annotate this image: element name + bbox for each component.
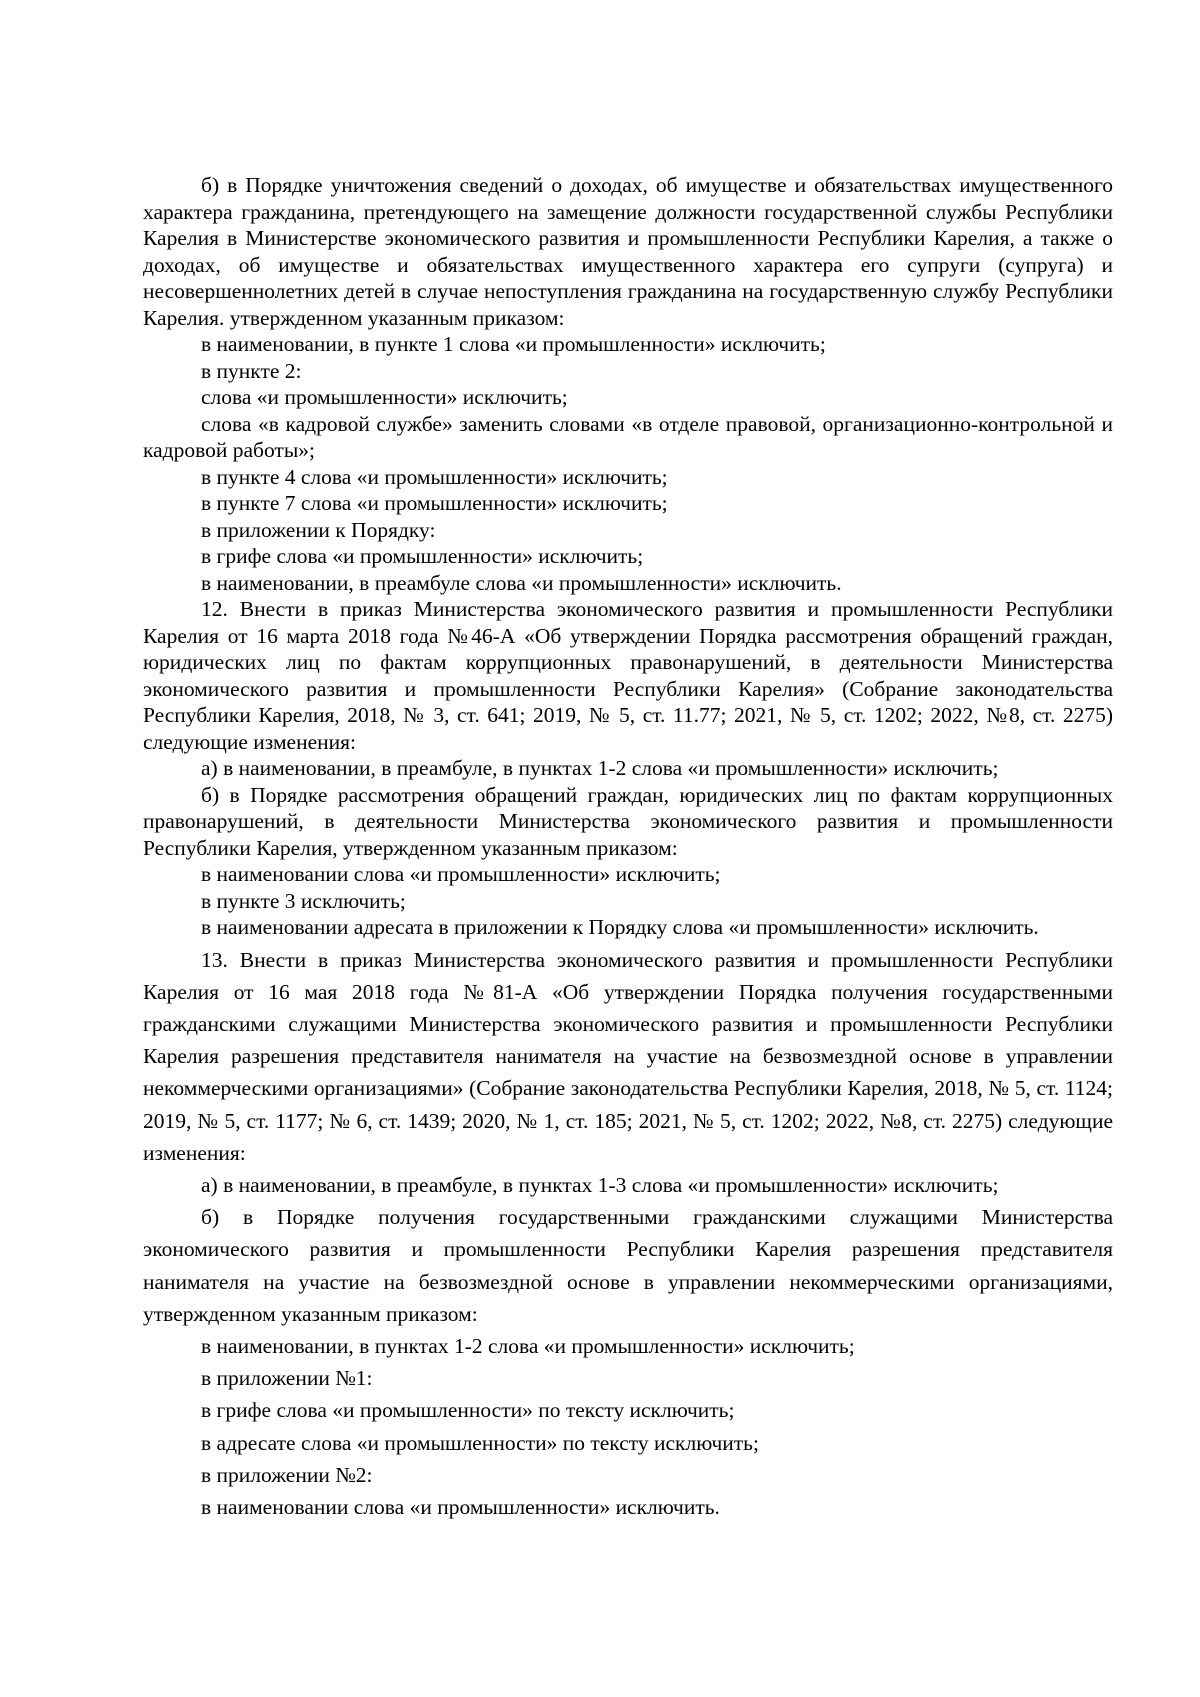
paragraph: в наименовании слова «и промышленности» исключить. [201, 1494, 720, 1519]
document-body [143, 172, 1113, 1523]
paragraph: в наименовании, в пунктах 1-2 слова «и промышленности» исключить; [201, 1333, 855, 1358]
paragraph: в пункте 7 слова «и промышленности» исключить; [201, 491, 668, 515]
paragraph: б) в Порядке рассмотрения обращений граждан, юридических лиц по фактам коррупционных правонарушений, в деятельности Министерства экономического развития и промышленности Республики Карелия, утвержденном указанным приказом: [143, 782, 1113, 860]
paragraph: 13. Внести в приказ Министерства экономического развития и промышленности Республики Карелия от 16 мая 2018 года №81-А «Об утверждении Порядка получения государственными гражданскими служащими Министерства экономического развития и промышленности Республики Карелия разрешения представителя нанимателя на участие на безвозмездной основе в управлении некоммерческими организациями» (Собрание законодательства Республики Карелия, 2018, № 5, ст. 1124; 2019, № 5, ст. 1177; № 6, ст. 1439; 2020, № 1, ст. 185; 2021, № 5, ст. 1202; 2022, №8, ст. 2275) следующие изменения: [143, 947, 1113, 1165]
paragraph: в приложении №2: [201, 1462, 373, 1487]
paragraph: в приложении №1: [201, 1366, 373, 1391]
paragraph: б) в Порядке уничтожения сведений о доходах, об имуществе и обязательствах имущественного характера гражданина, претендующего на замещение должности государственной службы Республики Карелия в Министерстве экономического развития и промышленности Республики Карелия, а также о доходах, об имуществе и обязательствах имущественного характера его супруги (супруга) и несовершеннолетних детей в случае непоступления гражданина на государственную службу Республики Карелия. утвержденном указанным приказом: [143, 173, 1113, 330]
paragraph: в наименовании слова «и промышленности» исключить; [201, 862, 721, 886]
paragraph: а) в наименовании, в преамбуле, в пунктах 1-3 слова «и промышленности» исключить; [201, 1172, 999, 1197]
paragraph: в грифе слова «и промышленности» по тексту исключить; [201, 1398, 735, 1423]
amendment-section-13 [143, 944, 1113, 1524]
paragraph: в пункте 3 исключить; [201, 888, 406, 913]
amendment-section-11b [143, 172, 1113, 596]
paragraph: в адресате слова «и промышленности» по тексту исключить; [201, 1430, 759, 1455]
paragraph: 12. Внести в приказ Министерства экономического развития и промышленности Республики Карелия от 16 марта 2018 года №46-А «Об утверждении Порядка рассмотрения обращений граждан, юридических лиц по фактам коррупционных правонарушений, в деятельности Министерства экономического развития и промышленности Республики Карелия» (Собрание законодательства Республики Карелия, 2018, № 3, ст. 641; 2019, № 5, ст. 11.77; 2021, № 5, ст. 1202; 2022, №8, ст. 2275) следующие изменения: [143, 597, 1113, 754]
paragraph: б) в Порядке получения государственными гражданскими служащими Министерства экономического развития и промышленности Республики Карелия разрешения представителя нанимателя на участие на безвозмездной основе в управлении некоммерческими организациями, утвержденном указанным приказом: [143, 1205, 1113, 1326]
paragraph: в пункте 2: [201, 358, 302, 383]
paragraph: в грифе слова «и промышленности» исключить; [201, 544, 644, 568]
paragraph: в приложении к Порядку: [201, 517, 436, 542]
amendment-section-12 [143, 596, 1113, 941]
paragraph: в наименовании, в пункте 1 слова «и промышленности» исключить; [201, 332, 826, 356]
paragraph: слова «и промышленности» исключить; [201, 385, 568, 409]
paragraph: в наименовании, в преамбуле слова «и промышленности» исключить. [201, 570, 842, 595]
paragraph: а) в наименовании, в преамбуле, в пунктах 1-2 слова «и промышленности» исключить; [201, 756, 999, 780]
paragraph: в наименовании адресата в приложении к Порядку слова «и промышленности» исключить. [201, 915, 1039, 939]
paragraph: слова «в кадровой службе» заменить словами «в отделе правовой, организационно-контрольной и кадровой работы»; [143, 411, 1113, 462]
paragraph: в пункте 4 слова «и промышленности» исключить; [201, 464, 668, 489]
